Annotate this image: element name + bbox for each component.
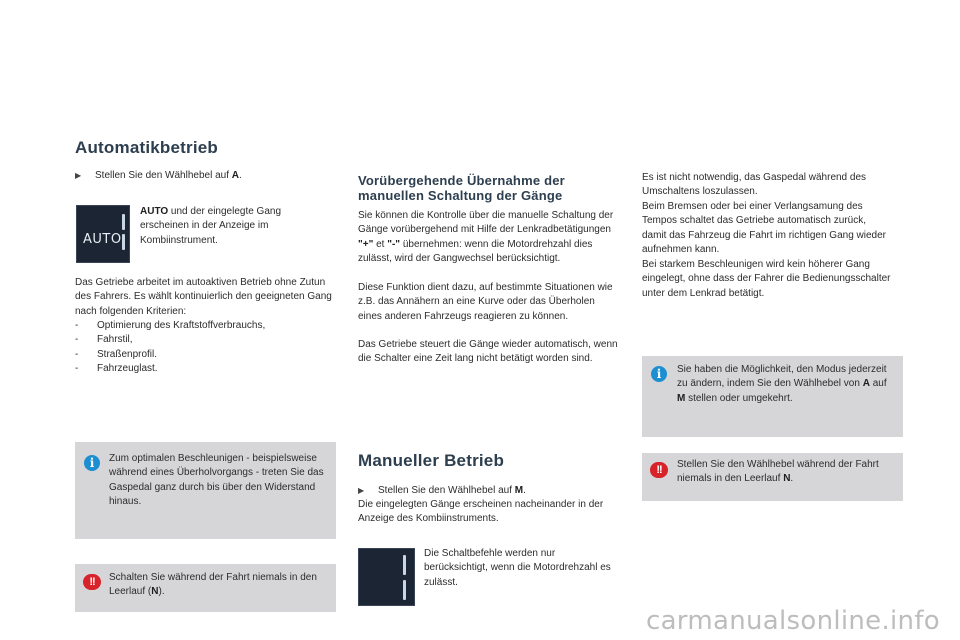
info-box-acceleration: [75, 442, 336, 539]
criteria-list: [75, 319, 333, 377]
step-select-a: ▶︎ Stellen Sie den Wählhebel auf A.: [75, 169, 335, 183]
info-icon: i: [651, 366, 667, 382]
warning-icon: !!: [83, 574, 101, 590]
warning-box-text: Schalten Sie während der Fahrt niemals in den Leerlauf (N).: [109, 572, 317, 598]
temporary-manual-paragraph-1: Sie können die Kontrolle über die manuelle Schaltung der Gänge vorübergehend mit Hilfe der Lenkradbetätigungen "+" et "-" übernehmen: wenn die Motordrehzahl dies zulässt, wird der Gangwechsel berücksichtigt.: [358, 210, 614, 265]
list-item: - Fahrstil,: [75, 334, 133, 346]
list-item: - Optimierung des Kraftstoffverbrauchs,: [75, 320, 266, 331]
gear-bar-icon: [122, 234, 125, 250]
warning-box-neutral-2: [642, 453, 903, 501]
info-icon: i: [84, 455, 100, 471]
list-item: - Fahrzeuglast.: [75, 363, 158, 375]
column3-paragraph-1: Es ist nicht notwendig, das Gaspedal während des Umschaltens loszulassen.: [642, 172, 867, 198]
gear-bar-icon: [122, 214, 125, 230]
column3-paragraph-2: Beim Bremsen oder bei einer Verlangsamung des Tempos schaltet das Getriebe automatisch zurück, damit das Fahrzeug die Fahrt im richtigen Gang wieder aufnehmen kann.: [642, 201, 887, 256]
warning-box-neutral: [75, 564, 336, 612]
auto-display-description: AUTO und der eingelegte Gang erscheinen in der Anzeige im Kombiinstrument.: [140, 206, 282, 246]
warning-box-text: Stellen Sie den Wählhebel während der Fahrt niemals in den Leerlauf N.: [677, 459, 879, 485]
manual-display-image: [358, 548, 415, 606]
manual-mode-description: Die eingelegten Gänge erscheinen nacheinander in der Anzeige des Kombiinstruments.: [358, 499, 604, 525]
watermark: carmanualsonline.info: [645, 606, 940, 636]
gear-bar-icon: [403, 580, 406, 600]
info-box-text: Zum optimalen Beschleunigen - beispielsweise während eines Überholvorgangs - treten Sie das Gaspedal ganz durch bis über den Widerstand hinaus.: [109, 453, 324, 508]
manual-mode-note: Die Schaltbefehle werden nur berücksichtigt, wenn die Motordrehzahl es zulässt.: [424, 548, 611, 588]
arrow-bullet-icon: ▶︎: [75, 171, 82, 180]
section-title-automatikbetrieb: Automatikbetrieb: [75, 138, 218, 157]
temporary-manual-paragraph-3: Das Getriebe steuert die Gänge wieder automatisch, wenn die Schalter eine Zeit lang nicht betätigt worden sind.: [358, 339, 618, 365]
auto-display-image: [76, 205, 130, 263]
temporary-manual-paragraph-2: Diese Funktion dient dazu, auf bestimmte Situationen wie z.B. das Annähern an eine Kurve oder das Überholen eines anderen Fahrzeugs reagieren zu können.: [358, 282, 613, 322]
auto-display-label: AUTO: [83, 232, 122, 247]
auto-intro-paragraph: Das Getriebe arbeitet im autoaktiven Betrieb ohne Zutun des Fahrers. Es wählt kontinuierlich den geeigneten Gang nach folgenden Kriterien:: [75, 277, 332, 317]
step-select-m: ▶︎ Stellen Sie den Wählhebel auf M.: [358, 484, 620, 498]
section-title-manual-mode: Manueller Betrieb: [358, 451, 505, 470]
info-box-text: Sie haben die Möglichkeit, den Modus jederzeit zu ändern, indem Sie den Wählhebel von A auf M stellen oder umgekehrt.: [677, 364, 887, 404]
info-box-change-mode: [642, 356, 903, 437]
list-item: - Straßenprofil.: [75, 348, 158, 360]
column3-paragraph-3: Bei starkem Beschleunigen wird kein höherer Gang eingelegt, ohne dass der Fahrer die Bedienungsschalter unter dem Lenkrad betätigt.: [642, 259, 891, 299]
section-title-temporary-manual: Vorübergehende Übernahme der manuellen Schaltung der Gänge: [358, 173, 565, 203]
gear-bar-icon: [403, 555, 406, 575]
warning-icon: !!: [650, 462, 668, 478]
arrow-bullet-icon: ▶︎: [358, 486, 365, 495]
